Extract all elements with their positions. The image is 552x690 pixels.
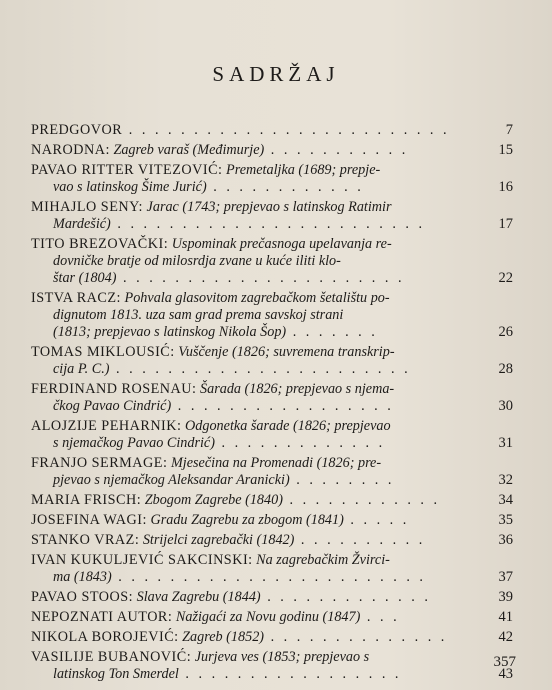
entry-page-number: 36 xyxy=(498,532,513,548)
entry-page-number: 34 xyxy=(498,492,513,508)
entry-title: s njemačkog Pavao Cindrić) xyxy=(53,435,215,451)
entry-title: Mjesečina na Promenadi (1826; pre- xyxy=(167,455,382,471)
leader-dots: . . . . . . . . . . . . . . . . . . . . . . . . . xyxy=(122,122,450,138)
toc-entry xyxy=(31,142,521,159)
entry-page-number: 42 xyxy=(498,629,513,645)
leader-dots: . . . . . xyxy=(343,512,410,528)
toc-entry-line xyxy=(31,142,461,159)
entry-title: Vuščenje (1826; suvremena transkrip- xyxy=(174,344,395,360)
leader-dots: . . . . . . . . . . . . . . . . . . . . . . . . xyxy=(111,569,426,585)
entry-title: vao s latinskog Šime Jurić) xyxy=(53,179,207,195)
toc-entry-line xyxy=(31,398,461,415)
entry-author: IVAN KUKULJEVIĆ SAKCINSKI: xyxy=(31,552,253,568)
leader-dots: . . . . . . . . . . . xyxy=(264,142,409,158)
entry-title: Mardešić) xyxy=(53,216,111,232)
entry-title: Slava Zagrebu (1844) xyxy=(133,589,261,605)
entry-author: TITO BREZOVAČKI: xyxy=(31,236,169,252)
leader-dots: . . . . . . . . xyxy=(289,472,395,488)
leader-dots: . . . . . . . . . . . . . . xyxy=(264,629,448,645)
toc-entry xyxy=(31,629,521,646)
toc-entry-line xyxy=(31,418,461,435)
toc-entry-line xyxy=(31,361,461,378)
entry-page-number: 16 xyxy=(498,179,513,195)
toc-entry xyxy=(31,649,521,683)
toc-entry-line xyxy=(31,492,461,509)
entry-page-number: 37 xyxy=(498,569,513,585)
toc-entry xyxy=(31,381,521,415)
entry-author: PREDGOVOR xyxy=(31,122,123,138)
toc-entry-line xyxy=(31,455,461,472)
entry-author: FERDINAND ROSENAU: xyxy=(31,381,197,397)
toc-entry-line xyxy=(31,253,461,270)
toc-entry-line xyxy=(31,122,461,139)
entry-page-number: 39 xyxy=(498,589,513,605)
toc-entry-line xyxy=(31,179,461,196)
entry-author: FRANJO SERMAGE: xyxy=(31,455,168,471)
toc-entry xyxy=(31,162,521,196)
entry-author: MARIA FRISCH: xyxy=(31,492,142,508)
leader-dots: . . . . . . . . . . . . . xyxy=(260,589,431,605)
entry-page-number: 31 xyxy=(498,435,513,451)
toc-entry xyxy=(31,290,521,341)
leader-dots: . . . . . . . . . . . . . . . . . . . . . . . . xyxy=(110,216,426,232)
entry-title: Odgonetka šarade (1826; prepjevao xyxy=(181,418,391,434)
entry-page-number: 26 xyxy=(498,324,513,340)
toc-entry xyxy=(31,552,521,586)
toc-entry xyxy=(31,512,521,529)
entry-title: Na zagrebačkim Žvirci- xyxy=(252,552,390,568)
entry-author: MIHAJLO SENY: xyxy=(31,199,143,215)
toc-entry xyxy=(31,609,521,626)
entry-title: dovničke bratje od milosrdja zvane u kuće iliti klo- xyxy=(53,253,341,269)
entry-page-number: 15 xyxy=(498,142,513,158)
leader-dots: . . . . . . . . . . xyxy=(294,532,426,548)
entry-title: Jurjeva ves (1853; prepjevao s xyxy=(191,649,370,665)
entry-title: Jarac (1743; prepjevao s latinskog Ratimir xyxy=(143,199,392,215)
toc-entry-line xyxy=(31,216,461,233)
entry-title: čkog Pavao Cindrić) xyxy=(53,398,172,414)
toc-entry-line xyxy=(31,532,461,549)
entry-author: NIKOLA BOROJEVIĆ: xyxy=(31,629,179,645)
leader-dots: . . . . . . . . . . . . . . . . . . . . . . xyxy=(116,270,405,286)
toc-entry-line xyxy=(31,629,461,646)
leader-dots: . . . . . . . . . . . . xyxy=(206,179,364,195)
entry-author: JOSEFINA WAGI: xyxy=(31,512,147,528)
entry-page-number: 41 xyxy=(498,609,513,625)
toc-entry xyxy=(31,344,521,378)
toc-entry xyxy=(31,122,521,139)
page-folio: 357 xyxy=(493,654,516,670)
entry-author: TOMAS MIKLOUSIĆ: xyxy=(31,344,175,360)
page-title: SADRŽAJ xyxy=(212,62,340,86)
toc-entry xyxy=(31,455,521,489)
toc-entry-line xyxy=(31,307,461,324)
entry-title: dignutom 1813. uza sam grad prema savskoj strani xyxy=(53,307,344,323)
toc-entry-line xyxy=(31,512,461,529)
entry-page-number: 17 xyxy=(498,216,513,232)
toc-entry-line xyxy=(31,589,461,606)
toc-entry xyxy=(31,199,521,233)
entry-author: NEPOZNATI AUTOR: xyxy=(31,609,173,625)
toc-entry-line xyxy=(31,609,461,626)
entry-title: (1813; prepjevao s latinskog Nikola Šop) xyxy=(53,324,287,340)
toc-entry xyxy=(31,589,521,606)
entry-page-number: 7 xyxy=(505,122,513,138)
table-of-contents xyxy=(31,122,521,686)
toc-entry-line xyxy=(31,344,461,361)
leader-dots: . . . . . . . . . . . . . xyxy=(214,435,386,451)
entry-title: Zagreb varaš (Međimurje) xyxy=(109,142,265,158)
leader-dots: . . . . . . . . . . . . xyxy=(282,492,441,508)
toc-entry xyxy=(31,532,521,549)
entry-title: Zagreb (1852) xyxy=(178,629,265,645)
leader-dots: . . . . . . . . . . . . . . . . . xyxy=(178,666,402,682)
entry-page-number: 43 xyxy=(498,666,513,682)
toc-entry-line xyxy=(31,290,461,307)
entry-author: ALOJZIJE PEHARNIK: xyxy=(31,418,182,434)
entry-title: Uspominak prečasnoga upelavanja re- xyxy=(168,236,392,252)
toc-entry-line xyxy=(31,236,461,253)
entry-title: štar (1804) xyxy=(53,270,117,286)
entry-title: Zbogom Zagrebe (1840) xyxy=(141,492,283,508)
entry-title: pjevao s njemačkog Aleksandar Aranicki) xyxy=(53,472,290,488)
toc-entry-line xyxy=(31,552,461,569)
toc-entry-line xyxy=(31,270,461,287)
leader-dots: . . . xyxy=(360,609,400,625)
entry-title: ma (1843) xyxy=(53,569,112,585)
entry-title: Premetaljka (1689; prepje- xyxy=(222,162,381,178)
toc-entry-line xyxy=(31,199,461,216)
entry-title: cija P. C.) xyxy=(53,361,110,377)
toc-entry-line xyxy=(31,569,461,586)
entry-title: Pohvala glasovitom zagrebačkom šetalištu po- xyxy=(121,290,390,306)
entry-author: PAVAO RITTER VITEZOVIĆ: xyxy=(31,162,223,178)
toc-entry-line xyxy=(31,472,461,489)
entry-title: Strijelci zagrebački (1842) xyxy=(139,532,295,548)
entry-page-number: 30 xyxy=(498,398,513,414)
entry-author: NARODNA: xyxy=(31,142,110,158)
entry-title: Šarada (1826; prepjevao s njema- xyxy=(196,381,395,397)
entry-page-number: 32 xyxy=(498,472,513,488)
toc-entry xyxy=(31,236,521,287)
toc-entry-line xyxy=(31,649,461,666)
toc-entry-line xyxy=(31,666,461,683)
entry-title: Nažigaći za Novu godinu (1847) xyxy=(172,609,361,625)
entry-page-number: 28 xyxy=(498,361,513,377)
leader-dots: . . . . . . . . . . . . . . . . . xyxy=(171,398,394,414)
toc-entry-line xyxy=(31,435,461,452)
entry-page-number: 22 xyxy=(498,270,513,286)
entry-author: PAVAO STOOS: xyxy=(31,589,134,605)
toc-entry-line xyxy=(31,324,461,341)
toc-entry-line xyxy=(31,381,461,398)
leader-dots: . . . . . . . xyxy=(286,324,378,340)
entry-page-number: 35 xyxy=(498,512,513,528)
entry-author: ISTVA RACZ: xyxy=(31,290,121,306)
toc-entry-line xyxy=(31,162,461,179)
entry-title: latinskog Ton Smerdel xyxy=(53,666,179,682)
entry-title: Gradu Zagrebu za zbogom (1841) xyxy=(146,512,344,528)
entry-author: VASILIJE BUBANOVIĆ: xyxy=(31,649,192,665)
toc-entry xyxy=(31,418,521,452)
toc-entry xyxy=(31,492,521,509)
entry-author: STANKO VRAZ: xyxy=(31,532,140,548)
leader-dots: . . . . . . . . . . . . . . . . . . . . . . . xyxy=(109,361,411,377)
